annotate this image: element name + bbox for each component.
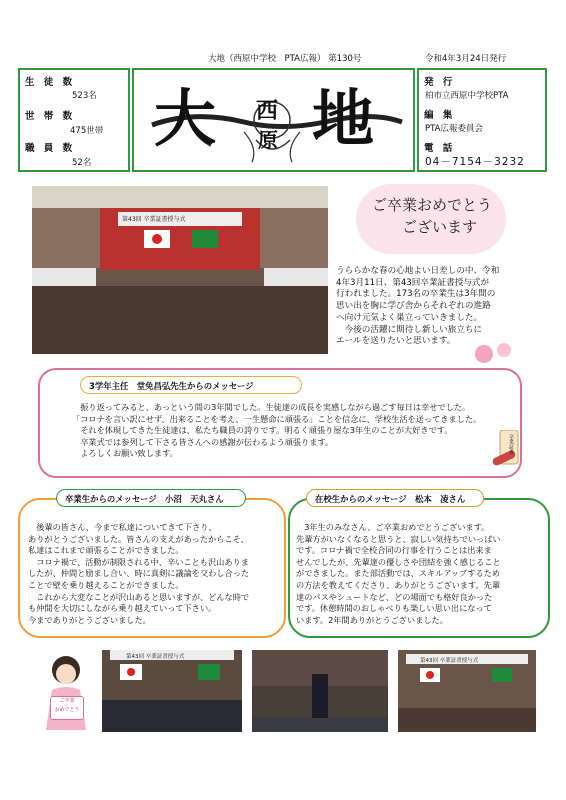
- intro-line: 思い出を胸に学び舎からそれぞれの進路: [336, 301, 491, 312]
- intro-text: [336, 266, 544, 348]
- bottom-photo-1-sign: 第43回 卒業証書授与式: [126, 654, 185, 660]
- student-message-title: 在校生からのメッセージ 松本 凌さん: [315, 494, 466, 504]
- teacher-line: 卒業式では参列して下さる皆さんへの感謝が伝わるよう頑張ります。: [72, 436, 334, 447]
- stats-box: [18, 68, 130, 172]
- graduate-line: 私達はこれまで頑張ることができました。: [28, 545, 184, 556]
- student-message-title-pill: [306, 489, 484, 507]
- ceremony-illustration: [32, 186, 328, 354]
- congrats-line-2: ございます: [402, 218, 478, 236]
- student-line: 先輩方がいなくなると思うと、寂しい気持ちでいっぱい: [296, 533, 501, 544]
- households-label: 世 帯 数: [25, 111, 76, 122]
- teacher-line: それを体現してきた生徒達は、私たち職員の誇りです。明るく頑張り屋な3年生のことが大好きです。: [72, 425, 453, 436]
- bottom-photo-3-sign: 第43回 卒業証書授与式: [420, 658, 479, 664]
- issue-date: 令和4年3月24日発行: [425, 54, 507, 64]
- issue-header: 大地（西原中学校 PTA広報） 第130号: [208, 54, 362, 64]
- stage-sign: 第43回 卒業証書授与式: [122, 216, 186, 223]
- student-line: 達のパスやシュートなど、どの場面でも格好良かった: [296, 591, 493, 602]
- congrats-line-1: ご卒業おめでとう: [372, 196, 493, 214]
- households-value: 475世帯: [70, 126, 104, 136]
- editor-value: PTA広報委員会: [425, 124, 483, 134]
- student-line: せんでしたが、先輩達の優しさや団結を強く感じること: [296, 556, 501, 567]
- student-line: 3年生のみなさん、ご卒業おめでとうございます。: [296, 522, 490, 532]
- graduate-line: コロナ禍で、活動が制限される中、辛いことも沢山ありま: [28, 556, 249, 567]
- graduate-line: も仲間を大切にしながら乗り越えていって下さい。: [28, 603, 217, 614]
- teacher-line: 振り返ってみると、あっという間の3年間でした。生徒達の成長を実感しながら過ごす毎日は幸せでした。: [72, 402, 471, 412]
- teacher-line: 「コロナを言い訳にせず、出来ることを考え、一生懸命に頑張る」ことを信念に、学校生活を送ってきました。: [72, 413, 482, 424]
- graduate-message-text: [28, 522, 282, 626]
- student-message-text: [296, 522, 546, 626]
- issue-value: 柏市立西原中学校PTA: [425, 91, 509, 101]
- teacher-message-text: [72, 402, 492, 460]
- student-line: です。休憩時間のおしゃべりも楽しい思い出になって: [296, 603, 492, 614]
- issue-label: 発 行: [424, 77, 456, 88]
- staff-value: 52名: [72, 158, 92, 168]
- teacher-line: よろしくお願い致します。: [72, 448, 178, 459]
- staff-label: 職 員 数: [25, 143, 76, 154]
- girl-badge-line-1: ご卒業: [59, 698, 75, 704]
- graduate-line: ありがとうございました。皆さんの支えがあったからこそ、: [28, 533, 249, 544]
- graduate-message-title-pill: [56, 489, 246, 507]
- scroll-label: 卒業証書: [508, 434, 514, 454]
- teacher-message-title: 3学年主任 堂免昌弘先生からのメッセージ: [89, 381, 254, 391]
- teacher-message-title-pill: [80, 376, 302, 394]
- intro-line: 今後の活躍に期待し新しい旅立ちに: [336, 324, 483, 335]
- masthead-char-nishi: 西: [256, 98, 279, 124]
- girl-illustration: [36, 650, 96, 732]
- bottom-photo-1: [102, 650, 242, 732]
- students-value: 523名: [72, 91, 97, 101]
- graduate-message-title: 卒業生からのメッセージ 小沼 天丸さん: [65, 494, 224, 504]
- student-line: ができました。また部活動では、スキルアップするため: [296, 568, 501, 579]
- student-line: です。コロナ禍で全校合同の行事を行うことは出来ま: [296, 545, 492, 556]
- intro-line: エールを送りたいと思います。: [336, 336, 456, 347]
- phone-label: 電 話: [424, 143, 456, 154]
- girl-badge: [50, 696, 84, 720]
- girl-badge-line-2: おめでとう: [54, 707, 80, 713]
- graduate-line: 今までありがとうございました。: [28, 614, 151, 625]
- main-ceremony-photo: [32, 186, 328, 354]
- flower-decoration: [470, 340, 518, 368]
- graduate-line: 後輩の皆さん、今まで私達についてきて下さり、: [28, 522, 217, 532]
- intro-line: 行われました。173名の卒業生は3年間の: [336, 289, 496, 300]
- masthead-char-hara: 原: [258, 128, 278, 152]
- graduate-line: ことで壁を乗り越えることができました。: [28, 579, 184, 590]
- bottom-photo-2: [252, 650, 388, 732]
- masthead-char-dai: 大: [154, 82, 217, 155]
- publisher-box: [417, 68, 547, 172]
- intro-line: うららかな春の心地よい日差しの中、令和: [336, 266, 500, 276]
- bottom-photo-3: [398, 650, 536, 732]
- congrats-banner: [356, 184, 506, 254]
- student-line: の方法を教えてくださり、ありがとうございます。先輩: [296, 579, 501, 590]
- graduate-line: したが、仲間と励まし合い、時に真剣に議論を交わし合った: [28, 568, 250, 579]
- graduate-line: これから大変なことが沢山あると思いますが、どんな時で: [28, 591, 250, 602]
- masthead: [132, 68, 415, 172]
- intro-line: 4年3月11日、第43回卒業証書授与式が: [336, 277, 490, 288]
- student-line: います。2年間ありがとうございました。: [296, 614, 448, 625]
- editor-label: 編 集: [424, 110, 456, 121]
- diploma-scroll-icon: [492, 430, 524, 470]
- students-label: 生 徒 数: [25, 77, 76, 88]
- intro-line: へ向け元気よく巣立っていきました。: [336, 312, 483, 323]
- masthead-char-chi: 地: [312, 82, 375, 155]
- phone-value: 04－7154－3232: [425, 156, 525, 168]
